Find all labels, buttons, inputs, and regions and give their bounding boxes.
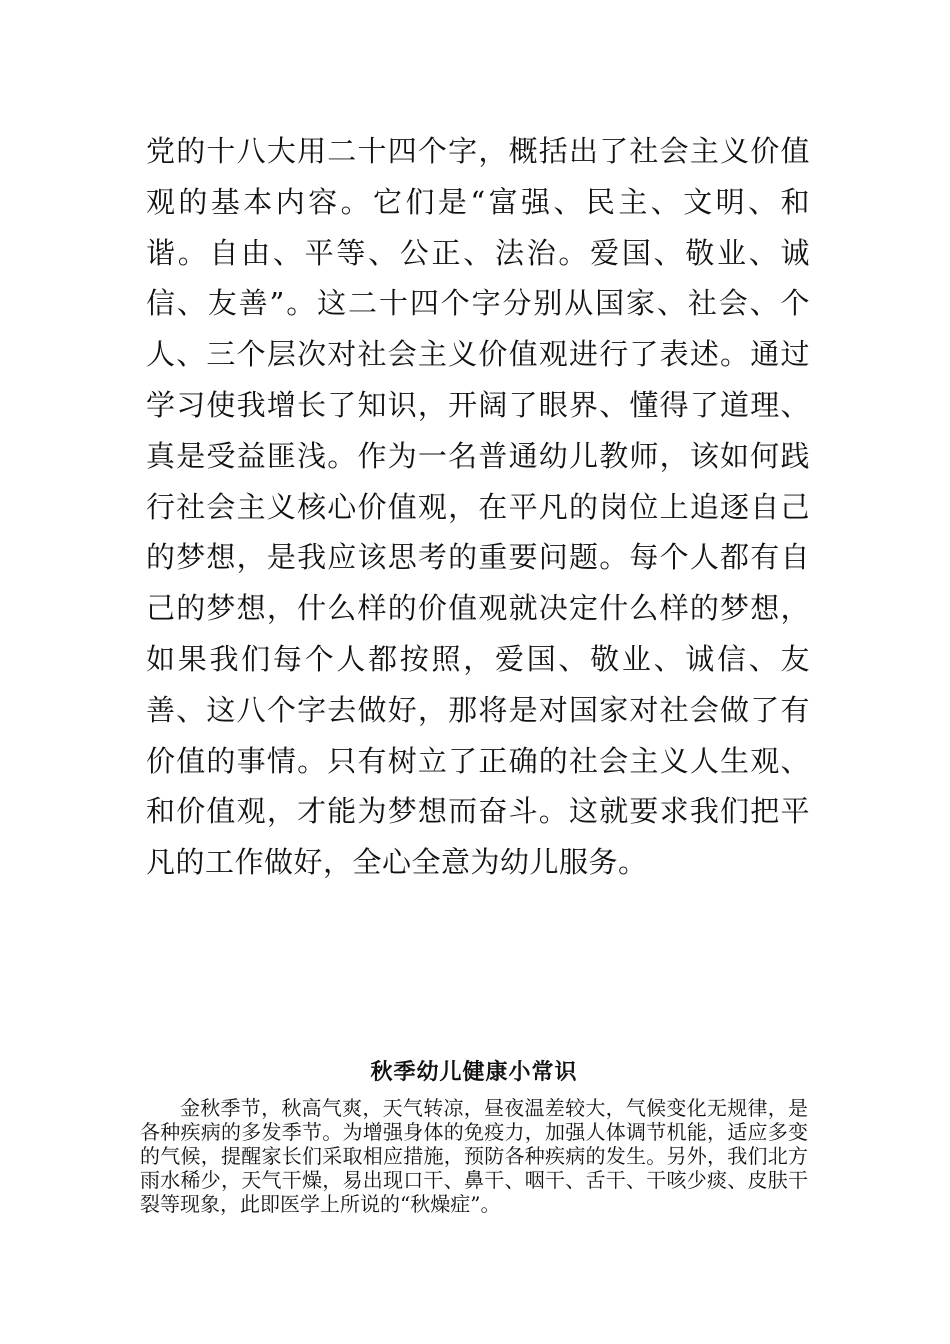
health-article: [140, 1052, 808, 1216]
article-body: 金秋季节，秋高气爽，天气转凉，昼夜温差较大，气候变化无规律，是各种疾病的多发季节。为增强身体的免疫力，加强人体调节机能，适应多变的气候，提醒家长们采取相应措施，预防各种疾病的发生。另外，我们北方雨水稀少，天气干燥，易出现口干、鼻干、咽干、舌干、干咳少痰、皮肤干裂等现象，此即医学上所说的“秋燥症”。: [140, 1096, 808, 1216]
essay-paragraph: 党的十八大用二十四个字，概括出了社会主义价值观的基本内容。它们是“富强、民主、文明、和谐。自由、平等、公正、法治。爱国、敬业、诚信、友善”。这二十四个字分别从国家、社会、个人、三个层次对社会主义价值观进行了表述。通过学习使我增长了知识，开阔了眼界、懂得了道理、真是受益匪浅。作为一名普通幼儿教师，该如何践行社会主义核心价值观，在平凡的岗位上追逐自己的梦想，是我应该思考的重要问题。每个人都有自己的梦想，什么样的价值观就决定什么样的梦想，如果我们每个人都按照，爱国、敬业、诚信、友善、这八个字去做好，那将是对国家对社会做了有价值的事情。只有树立了正确的社会主义人生观、和价值观，才能为梦想而奋斗。这就要求我们把平凡的工作做好，全心全意为幼儿服务。: [146, 134, 810, 880]
article-title: 秋季幼儿健康小常识: [370, 1059, 578, 1085]
